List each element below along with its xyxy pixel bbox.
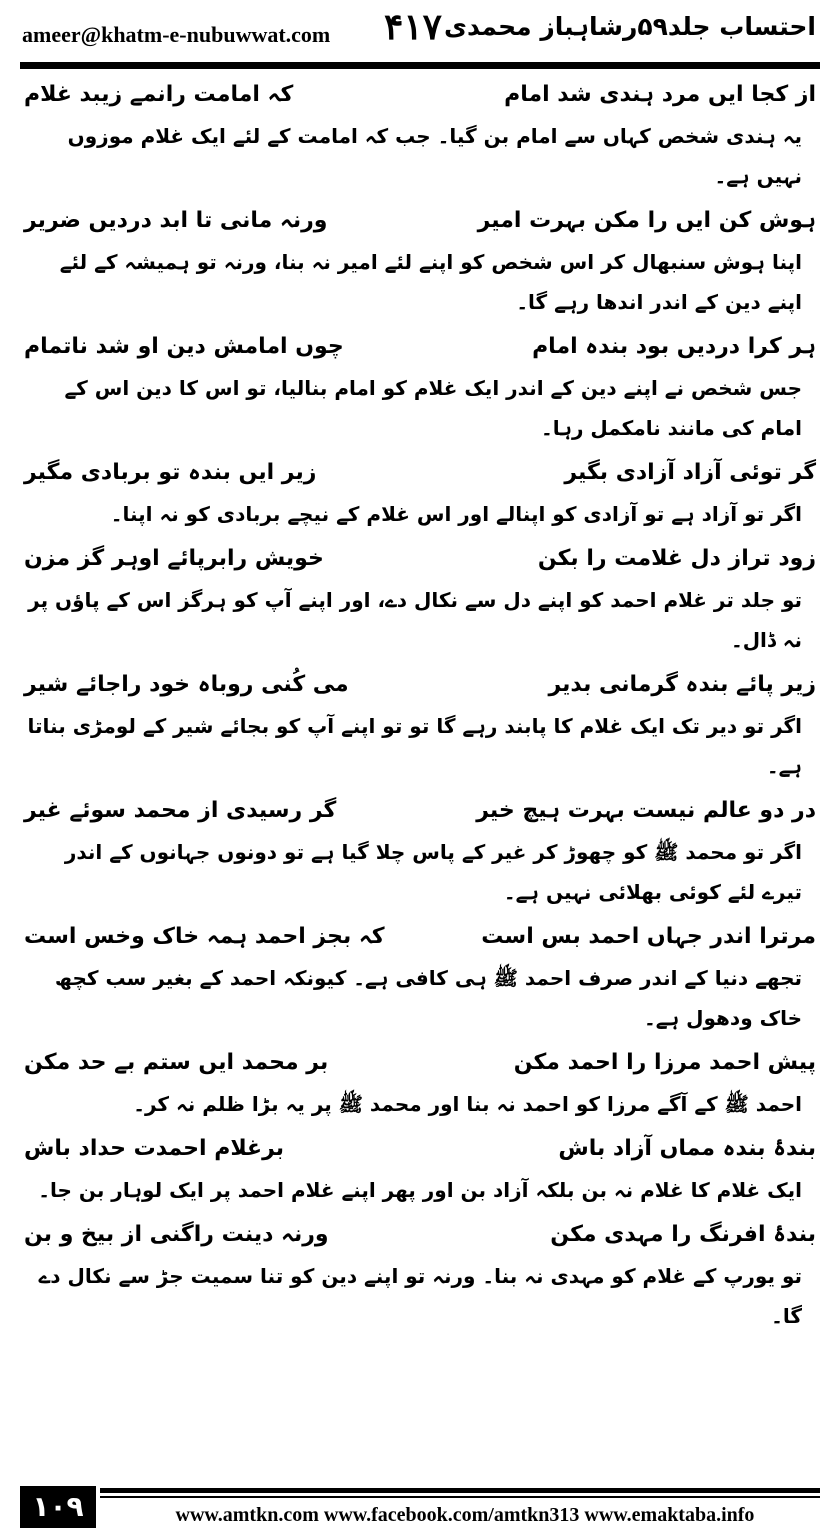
- stanza: [24, 538, 816, 660]
- verse-first-half: از کجا ایں مرد ہندی شد امام: [504, 82, 816, 107]
- urdu-translation: جس شخص نے اپنے دین کے اندر ایک غلام کو امام بنالیا، تو اس کا دین اس کے امام کی مانند نامکمل رہا۔: [64, 376, 802, 440]
- verse-second-half: گر رسیدی از محمد سوئے غیر: [24, 798, 337, 823]
- verse-second-half: ورنہ مانی تا ابد دردیں ضریر: [24, 208, 328, 233]
- stanza: [24, 200, 816, 322]
- page-header: [0, 0, 840, 62]
- footer-divider: [100, 1488, 820, 1493]
- urdu-translation: تو یورپ کے غلام کو مہدی نہ بنا۔ ورنہ تو اپنے دین کو تنا سمیت جڑ سے نکال دے گا۔: [38, 1264, 802, 1328]
- urdu-translation: اپنا ہوش سنبھال کر اس شخص کو اپنے لئے امیر نہ بنا، ورنہ تو ہمیشہ کے لئے اپنے دین کے اندر اندھا رہے گا۔: [59, 250, 802, 314]
- verse-first-half: ہوش کن ایں را مکن بہرت امیر: [477, 208, 816, 233]
- stanza: [24, 790, 816, 912]
- persian-verse: [24, 326, 816, 368]
- urdu-translation: تجھے دنیا کے اندر صرف احمد ﷺ ہی کافی ہے۔ کیونکہ احمد کے بغیر سب کچھ خاک ودھول ہے۔: [54, 966, 802, 1030]
- persian-verse: [24, 790, 816, 832]
- verse-second-half: چوں امامش دین او شد ناتمام: [24, 334, 344, 359]
- persian-verse: [24, 1128, 816, 1170]
- verse-second-half: برغلام احمدت حداد باش: [24, 1136, 285, 1161]
- urdu-translation: اگر تو آزاد ہے تو آزادی کو اپنالے اور اس غلام کے نیچے بربادی کو نہ اپنا۔: [110, 502, 802, 526]
- stanza: [24, 664, 816, 786]
- verse-first-half: زود تراز دل غلامت را بکن: [537, 546, 816, 571]
- persian-verse: [24, 916, 816, 958]
- persian-verse: [24, 1042, 816, 1084]
- header-title: احتساب جلد۵۹رشاہباز محمدی: [444, 12, 816, 41]
- verse-second-half: کہ بجز احمد ہمہ خاک وخس است: [24, 924, 385, 949]
- persian-verse: [24, 1214, 816, 1256]
- persian-verse: [24, 200, 816, 242]
- urdu-translation: ایک غلام کا غلام نہ بن بلکہ آزاد بن اور پھر اپنے غلام احمد پر ایک لوہار بن جا۔: [38, 1178, 802, 1202]
- verse-second-half: خویش رابرپائے اوہر گز مزن: [24, 546, 324, 571]
- verse-second-half: می کُنی روباہ خود راجائے شیر: [24, 672, 349, 697]
- footer-divider-thin: [100, 1496, 820, 1498]
- urdu-translation: یہ ہندی شخص کہاں سے امام بن گیا۔ جب کہ امامت کے لئے ایک غلام موزوں نہیں ہے۔: [67, 124, 802, 188]
- urdu-translation: احمد ﷺ کے آگے مرزا کو احمد نہ بنا اور محمد ﷺ پر یہ بڑا ظلم نہ کر۔: [133, 1092, 802, 1116]
- stanza: [24, 1214, 816, 1336]
- verse-first-half: زیر پائے بندہ گرمانی بدیر: [548, 672, 816, 697]
- urdu-translation: اگر تو محمد ﷺ کو چھوڑ کر غیر کے پاس چلا گیا ہے تو دونوں جہانوں کے اندر تیرے لئے کوئی بھلائی نہیں ہے۔: [64, 840, 802, 904]
- verse-second-half: بر محمد ایں ستم بے حد مکن: [24, 1050, 329, 1075]
- verse-first-half: گر توئی آزاد آزادی بگیر: [564, 460, 816, 485]
- persian-verse: [24, 74, 816, 116]
- verse-first-half: در دو عالم نیست بہرت ہیچ خیر: [476, 798, 816, 823]
- persian-verse: [24, 538, 816, 580]
- verse-first-half: بندۂ افرنگ را مہدی مکن: [550, 1222, 816, 1247]
- header-email: ameer@khatm-e-nubuwwat.com: [22, 22, 331, 47]
- footer-page-number: ۱۰۹: [20, 1486, 96, 1528]
- stanza: [24, 326, 816, 448]
- footer-website-links: www.amtkn.com www.facebook.com/amtkn313 www.emaktaba.info: [175, 1504, 755, 1526]
- stanza: [24, 1128, 816, 1210]
- stanza: [24, 74, 816, 196]
- stanza: [24, 452, 816, 534]
- urdu-translation: تو جلد تر غلام احمد کو اپنے دل سے نکال دے، اور اپنے آپ کو ہرگز اس کے پاؤں پر نہ ڈال۔: [28, 588, 802, 652]
- urdu-translation: اگر تو دیر تک ایک غلام کا پابند رہے گا تو تو اپنے آپ کو بجائے شیر کے لومڑی بناتا ہے۔: [27, 714, 802, 778]
- poem-body: [24, 74, 816, 1340]
- verse-first-half: پیش احمد مرزا را احمد مکن: [513, 1050, 816, 1075]
- persian-verse: [24, 452, 816, 494]
- verse-second-half: زیر ایں بندہ تو بربادی مگیر: [24, 460, 317, 485]
- stanza: [24, 916, 816, 1038]
- persian-verse: [24, 664, 816, 706]
- verse-first-half: بندۂ بندہ مماں آزاد باش: [558, 1136, 816, 1161]
- header-page-number: ۴۱۷: [384, 6, 443, 48]
- header-divider: [20, 62, 820, 69]
- verse-first-half: مرترا اندر جہاں احمد بس است: [481, 924, 816, 949]
- verse-second-half: ورنہ دینت راگنی از بیخ و بن: [24, 1222, 329, 1247]
- verse-second-half: کہ امامت رانمے زیبد غلام: [24, 82, 294, 107]
- verse-first-half: ہر کرا دردیں بود بندہ امام: [532, 334, 816, 359]
- stanza: [24, 1042, 816, 1124]
